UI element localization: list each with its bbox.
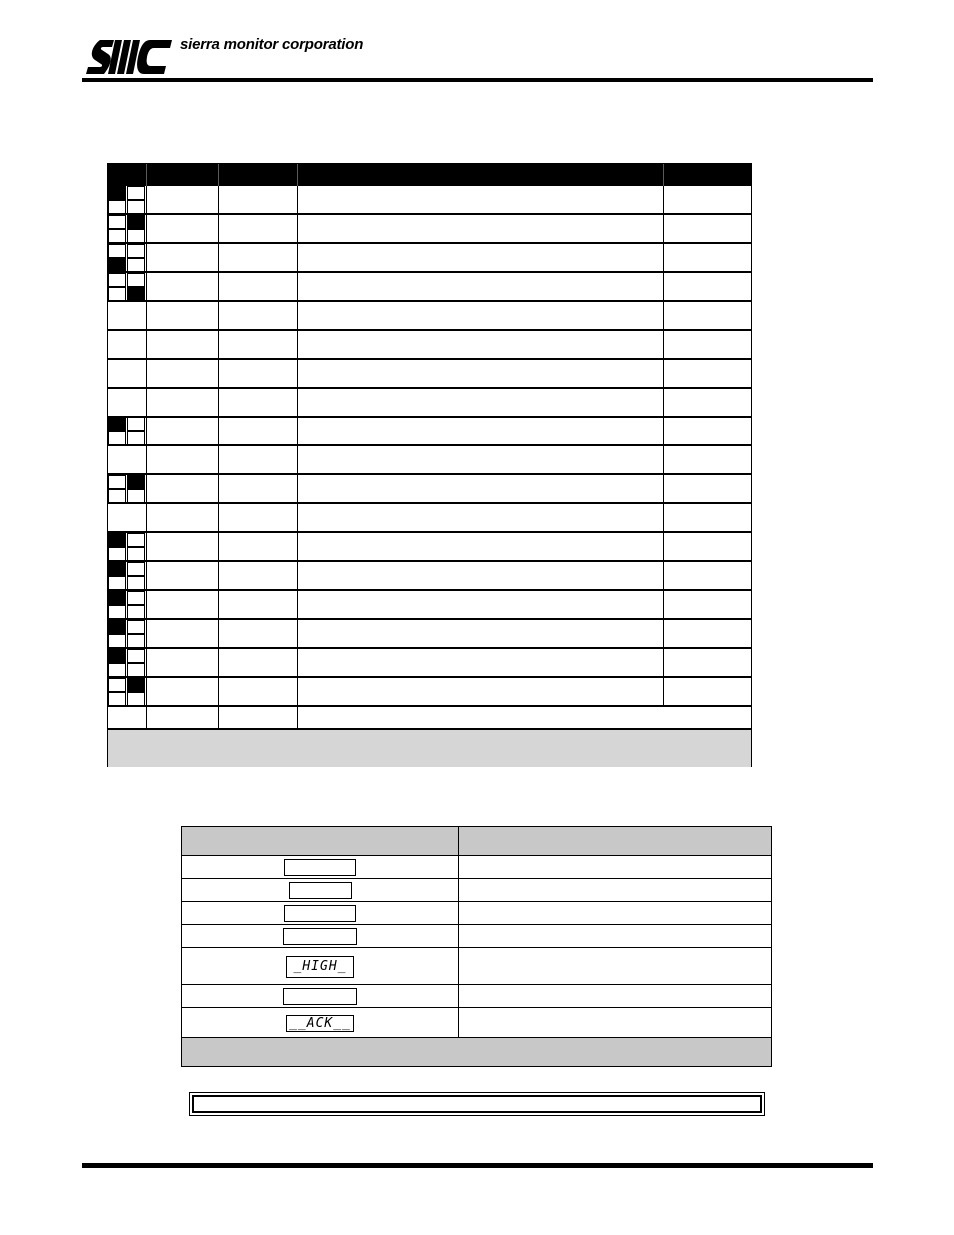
- led-indicator-off: [108, 605, 126, 619]
- table-row: [182, 902, 771, 925]
- led-indicator-on: [108, 186, 126, 200]
- table-row: [108, 417, 751, 446]
- led-indicator-on: [108, 562, 126, 576]
- led-indicator-off: [108, 244, 126, 258]
- led-indicator-off: [108, 229, 126, 243]
- table-header: [108, 164, 751, 186]
- led-indicator-off: [108, 634, 126, 648]
- table-row: [182, 1008, 771, 1038]
- led-indicator-off: [127, 273, 145, 287]
- table-row: [108, 360, 751, 389]
- table-row: [108, 244, 751, 273]
- lcd-display: [283, 928, 357, 945]
- table-row: [182, 985, 771, 1008]
- led-indicator-off: [127, 605, 145, 619]
- led-indicator-off: [127, 186, 145, 200]
- led-indicator-off: [108, 576, 126, 590]
- lcd-display: [284, 905, 356, 922]
- led-indicator-off: [108, 431, 126, 445]
- led-indicator-on: [108, 649, 126, 663]
- led-indicator-on: [127, 215, 145, 229]
- lcd-display: [289, 882, 352, 899]
- led-indicator-off: [127, 229, 145, 243]
- table-row: [108, 533, 751, 562]
- table-row: [108, 331, 751, 360]
- led-indicator-off: [127, 562, 145, 576]
- led-indicator-off: [108, 215, 126, 229]
- led-indicator-off: [127, 634, 145, 648]
- table-row: [108, 620, 751, 649]
- led-indicator-off: [108, 475, 126, 489]
- table-row: [108, 707, 751, 729]
- led-indicator-off: [127, 692, 145, 706]
- led-indicator-off: [127, 547, 145, 561]
- led-indicator-off: [127, 417, 145, 431]
- display-messages-table: [181, 826, 772, 1067]
- led-indicator-off: [127, 663, 145, 677]
- led-indicator-off: [108, 678, 126, 692]
- table-row: [108, 302, 751, 331]
- lcd-display: [284, 859, 356, 876]
- led-indicator-off: [127, 200, 145, 214]
- company-name: sierra monitor corporation: [180, 36, 364, 53]
- led-indicator-off: [108, 489, 126, 503]
- led-indicator-off: [127, 244, 145, 258]
- table-row: [182, 856, 771, 879]
- led-indicator-off: [127, 620, 145, 634]
- table-row: [182, 879, 771, 902]
- table-row: [108, 591, 751, 620]
- table-row: [108, 649, 751, 678]
- led-indicator-off: [108, 663, 126, 677]
- led-indicator-on: [108, 417, 126, 431]
- led-indicator-off: [108, 287, 126, 301]
- table-row: [182, 925, 771, 948]
- led-indicator-on: [127, 678, 145, 692]
- led-indicator-on: [108, 258, 126, 272]
- led-indicator-off: [127, 649, 145, 663]
- table-row: [108, 504, 751, 533]
- led-status-table: [107, 163, 752, 767]
- table-row: [108, 475, 751, 504]
- table-header: [182, 827, 771, 856]
- note-box: [189, 1092, 765, 1116]
- table-row: [108, 389, 751, 418]
- led-indicator-on: [127, 475, 145, 489]
- led-indicator-off: [127, 431, 145, 445]
- led-indicator-off: [108, 273, 126, 287]
- header-rule: [82, 78, 873, 82]
- table-row: [108, 678, 751, 707]
- table-footnote: [182, 1038, 771, 1066]
- lcd-display: __ACK__: [286, 1015, 354, 1032]
- led-indicator-off: [108, 692, 126, 706]
- led-indicator-on: [108, 533, 126, 547]
- table-row: [182, 948, 771, 985]
- led-indicator-off: [127, 533, 145, 547]
- table-row: [108, 186, 751, 215]
- led-indicator-on: [108, 591, 126, 605]
- led-indicator-off: [127, 258, 145, 272]
- led-indicator-off: [127, 576, 145, 590]
- footer-rule: [82, 1163, 873, 1168]
- table-row: [108, 215, 751, 244]
- led-indicator-off: [127, 591, 145, 605]
- led-indicator-off: [108, 200, 126, 214]
- table-row: [108, 446, 751, 475]
- led-indicator-off: [108, 547, 126, 561]
- smc-logo: [84, 38, 176, 76]
- led-indicator-off: [127, 489, 145, 503]
- led-indicator-on: [127, 287, 145, 301]
- led-indicator-on: [108, 620, 126, 634]
- table-row: [108, 562, 751, 591]
- lcd-display: [283, 988, 357, 1005]
- table-footnote: [108, 729, 751, 767]
- lcd-display: _HIGH_: [286, 956, 354, 978]
- table-row: [108, 273, 751, 302]
